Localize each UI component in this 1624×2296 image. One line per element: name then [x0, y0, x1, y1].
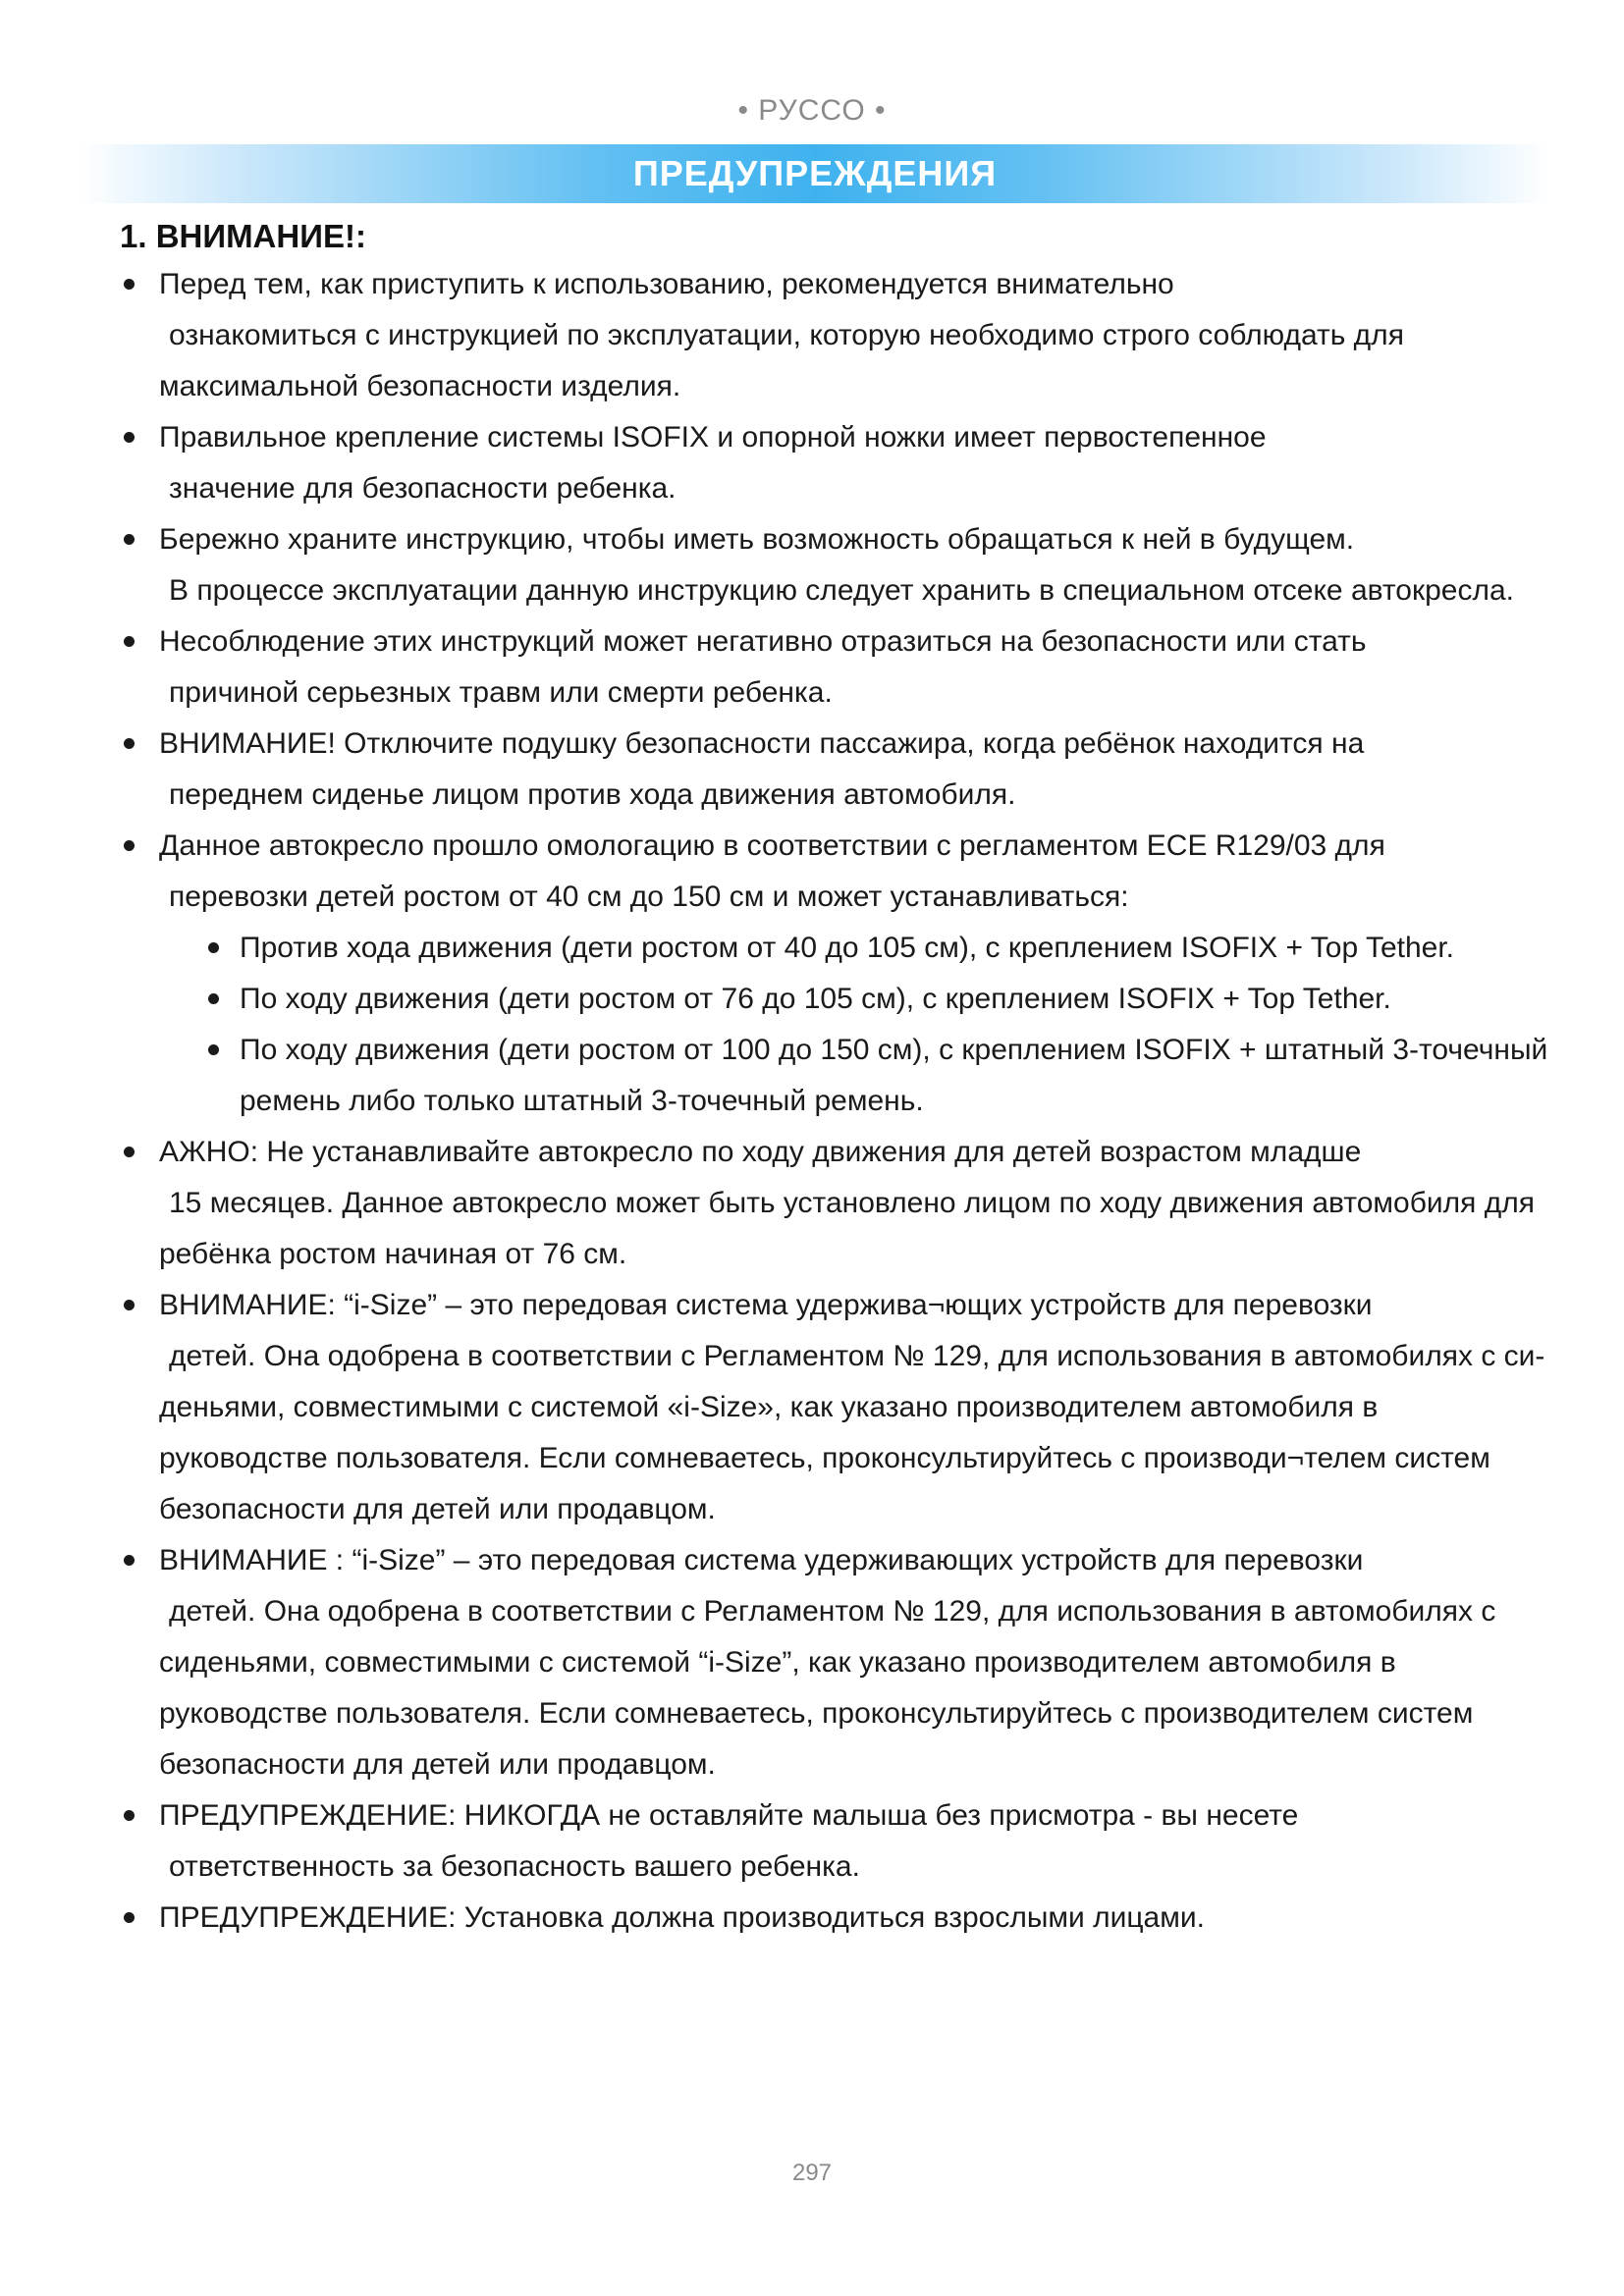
banner-title: ПРЕДУПРЕЖДЕНИЯ — [632, 153, 998, 193]
item-continuation: ознакомиться с инструкцией по эксплуатации, которую необходимо строго соблюдать для максимальной безопасности изделия. — [159, 319, 1404, 402]
item-first-line: Данное автокресло прошло омологацию в соответствии с регламентом ECE R129/03 для — [159, 829, 1385, 862]
item-continuation: детей. Она одобрена в соответствии с Регламентом № 129, для использования в автомобилях с сиденьями, совместимыми с системой “i-Size”, как указано производителем автомобиля в руководстве пользователя. Если сомневаетесь, проконсультируйтесь с производителем систем безопасности для детей или продавцом. — [159, 1595, 1496, 1781]
section-banner — [79, 144, 1551, 203]
list-item — [120, 514, 1553, 616]
list-item — [120, 1790, 1553, 1893]
list-item — [120, 1893, 1553, 1944]
sub-list-item: Против хода движения (дети ростом от 40 до 105 см), с креплением ISOFIX + Top Tether. — [204, 923, 1553, 974]
list-item — [120, 821, 1553, 1127]
list-item — [120, 1280, 1553, 1535]
item-continuation — [1205, 1901, 1215, 1934]
item-continuation: значение для безопасности ребенка. — [169, 472, 677, 505]
page-number: 297 — [791, 2160, 833, 2186]
list-item — [120, 1535, 1553, 1790]
list-item — [120, 259, 1553, 412]
item-continuation: детей. Она одобрена в соответствии с Регламентом № 129, для использования в автомобилях с си-деньями, совместимыми с системой «i-Size», как указано производителем автомобиля в руководстве пользователя. Если сомневаетесь, проконсультируйтесь с производи¬телем систем безопасности для детей или продавцом. — [159, 1340, 1545, 1525]
warnings-list — [120, 259, 1553, 1944]
item-continuation: 15 месяцев. Данное автокресло может быть установлено лицом по ходу движения автомобиля для ребёнка ростом начиная от 76 см. — [159, 1187, 1535, 1270]
section-title: 1. ВНИМАНИЕ!: — [120, 218, 366, 254]
list-item — [120, 1127, 1553, 1280]
item-continuation: причиной серьезных травм или смерти ребенка. — [169, 676, 833, 709]
item-first-line: Правильное крепление системы ISOFIX и опорной ножки имеет первостепенное — [159, 421, 1267, 454]
item-first-line: Несоблюдение этих инструкций может негативно отразиться на безопасности или стать — [159, 625, 1367, 658]
list-item — [120, 616, 1553, 719]
item-first-line: ВНИМАНИЕ : “i-Size” – это передовая система удерживающих устройств для перевозки — [159, 1544, 1364, 1576]
item-first-line: АЖНО: Не устанавливайте автокресло по ходу движения для детей возрастом младше — [159, 1136, 1362, 1168]
item-first-line: ПРЕДУПРЕЖДЕНИЕ: НИКОГДА не оставляйте малыша без присмотра - вы несете — [159, 1799, 1299, 1832]
item-continuation: переднем сиденье лицом против хода движения автомобиля. — [169, 778, 1016, 811]
item-first-line: ВНИМАНИЕ! Отключите подушку безопасности пассажира, когда ребёнок находится на — [159, 727, 1365, 760]
sub-list-item: По ходу движения (дети ростом от 76 до 105 см), с креплением ISOFIX + Top Tether. — [204, 974, 1553, 1025]
item-continuation: ответственность за безопасность вашего ребенка. — [169, 1850, 860, 1883]
list-item — [120, 412, 1553, 514]
item-first-line: ПРЕДУПРЕЖДЕНИЕ: Установка должна производиться взрослыми лицами. — [159, 1901, 1205, 1934]
warnings-content — [120, 218, 1553, 1944]
item-continuation: В процессе эксплуатации данную инструкцию следует хранить в специальном отсеке автокресла. — [169, 574, 1515, 607]
language-label: • РУССО • — [737, 94, 887, 127]
item-first-line: ВНИМАНИЕ: “i-Size” – это передовая система удержива¬ющих устройств для перевозки — [159, 1289, 1373, 1321]
list-item — [120, 719, 1553, 821]
sub-list-item: По ходу движения (дети ростом от 100 до 150 см), с креплением ISOFIX + штатный 3-точечный ремень либо только штатный 3-точечный ремень. — [204, 1025, 1553, 1127]
item-first-line: Перед тем, как приступить к использованию, рекомендуется внимательно — [159, 268, 1174, 300]
item-first-line: Бережно храните инструкцию, чтобы иметь возможность обращаться к ней в будущем. — [159, 523, 1355, 556]
installation-modes-list — [159, 923, 1553, 1127]
item-continuation: перевозки детей ростом от 40 см до 150 см и может устанавливаться: — [169, 881, 1129, 913]
